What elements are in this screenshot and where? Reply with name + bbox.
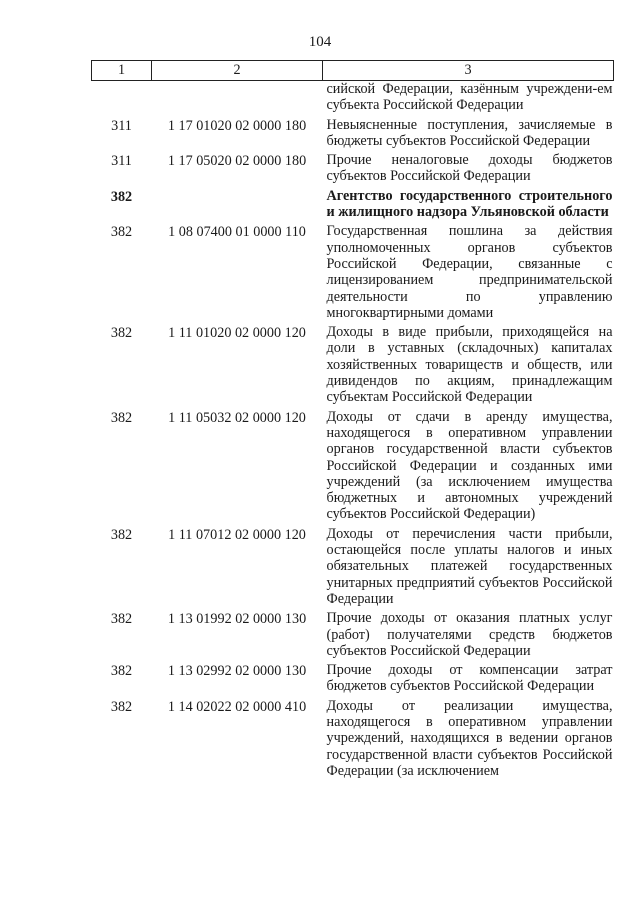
table-row	[92, 117, 614, 153]
revenue-code-cell: 1 08 07400 01 0000 110	[168, 224, 306, 241]
revenue-code-cell: 1 13 01992 02 0000 130	[167, 611, 307, 628]
revenue-code-cell: 1 17 01020 02 0000 180	[167, 117, 307, 134]
description-cell: Доходы в виде прибыли, приходящейся на доли в уставных (складочных) капиталах хозяйственных товариществ и обществ, или дивидендов по акциям, принадлежащим субъектам Российской Федерации	[326, 324, 613, 406]
revenue-code-cell: 1 11 05032 02 0000 120	[168, 409, 306, 426]
revenue-code-cell: 1 11 01020 02 0000 120	[168, 325, 306, 342]
admin-code-cell: 382	[110, 663, 133, 680]
table-row	[92, 188, 614, 224]
admin-code-cell: 382	[110, 526, 133, 543]
revenue-code-cell: 1 14 02022 02 0000 410	[167, 698, 307, 715]
table-header	[92, 61, 614, 81]
table-row	[92, 662, 614, 698]
description-cell: Невыясненные поступления, зачисляемые в бюджеты субъектов Российской Федерации	[326, 116, 613, 149]
table-row	[92, 223, 614, 324]
column-header-3: 3	[323, 61, 614, 81]
admin-code-cell: 382	[110, 224, 133, 241]
admin-code-cell: 382	[110, 325, 133, 342]
description-cell: Прочие доходы от компенсации затрат бюджетов субъектов Российской Федерации	[326, 662, 613, 695]
table-row	[92, 81, 614, 117]
admin-code-cell: 382	[110, 611, 133, 628]
table-row	[92, 526, 614, 610]
column-header-2: 2	[152, 61, 323, 81]
admin-code-cell: 311	[111, 117, 132, 134]
table-row	[92, 409, 614, 526]
table-row	[92, 610, 614, 662]
table-row	[92, 324, 614, 408]
column-header-1: 1	[92, 61, 152, 81]
description-cell: Прочие доходы от оказания платных услуг (работ) получателями средств бюджетов субъектов Российской Федерации	[326, 610, 613, 659]
revenue-code-cell: 1 17 05020 02 0000 180	[167, 153, 307, 170]
description-cell: Государственная пошлина за действия уполномоченных органов субъектов Российской Федерации, связанные с лицензированием предпринимательской деятельности по управлению многоквартирными домами	[326, 223, 613, 321]
description-cell: сийской Федерации, казённым учреждени-ем субъекта Российской Федерации	[326, 81, 613, 114]
revenue-code-cell: 1 13 02992 02 0000 130	[167, 663, 307, 680]
admin-code-cell: 382	[110, 698, 133, 715]
admin-code-cell	[92, 81, 152, 117]
revenue-code-cell: 1 11 07012 02 0000 120	[168, 526, 306, 543]
table-row	[92, 152, 614, 188]
description-cell: Доходы от реализации имущества, находящегося в оперативном управлении учреждений, находящихся в ведении органов государственной власти субъектов Российской Федерации (за исключением	[326, 697, 613, 779]
revenue-code-cell	[152, 188, 323, 224]
description-cell: Агентство государственного строительного и жилищного надзора Ульяновской области	[326, 187, 613, 221]
table-row	[92, 698, 614, 782]
admin-code-cell: 382	[110, 188, 133, 205]
admin-code-cell: 311	[111, 153, 132, 170]
admin-code-cell: 382	[110, 409, 133, 426]
revenue-codes-table	[91, 60, 614, 782]
description-cell: Доходы от перечисления части прибыли, остающейся после уплаты налогов и иных обязательных платежей государственных унитарных предприятий субъектов Российской Федерации	[326, 525, 613, 607]
table-body	[92, 81, 614, 783]
revenue-code-cell	[152, 81, 323, 117]
page-number: 104	[308, 34, 332, 50]
description-cell: Прочие неналоговые доходы бюджетов субъектов Российской Федерации	[326, 152, 613, 185]
description-cell: Доходы от сдачи в аренду имущества, находящегося в оперативном управлении органов государственной власти субъектов Российской Федерации и созданных ими учреждений (за исключением имущества бюджетных и автономных учреждений субъектов Российской Федерации)	[326, 408, 613, 523]
